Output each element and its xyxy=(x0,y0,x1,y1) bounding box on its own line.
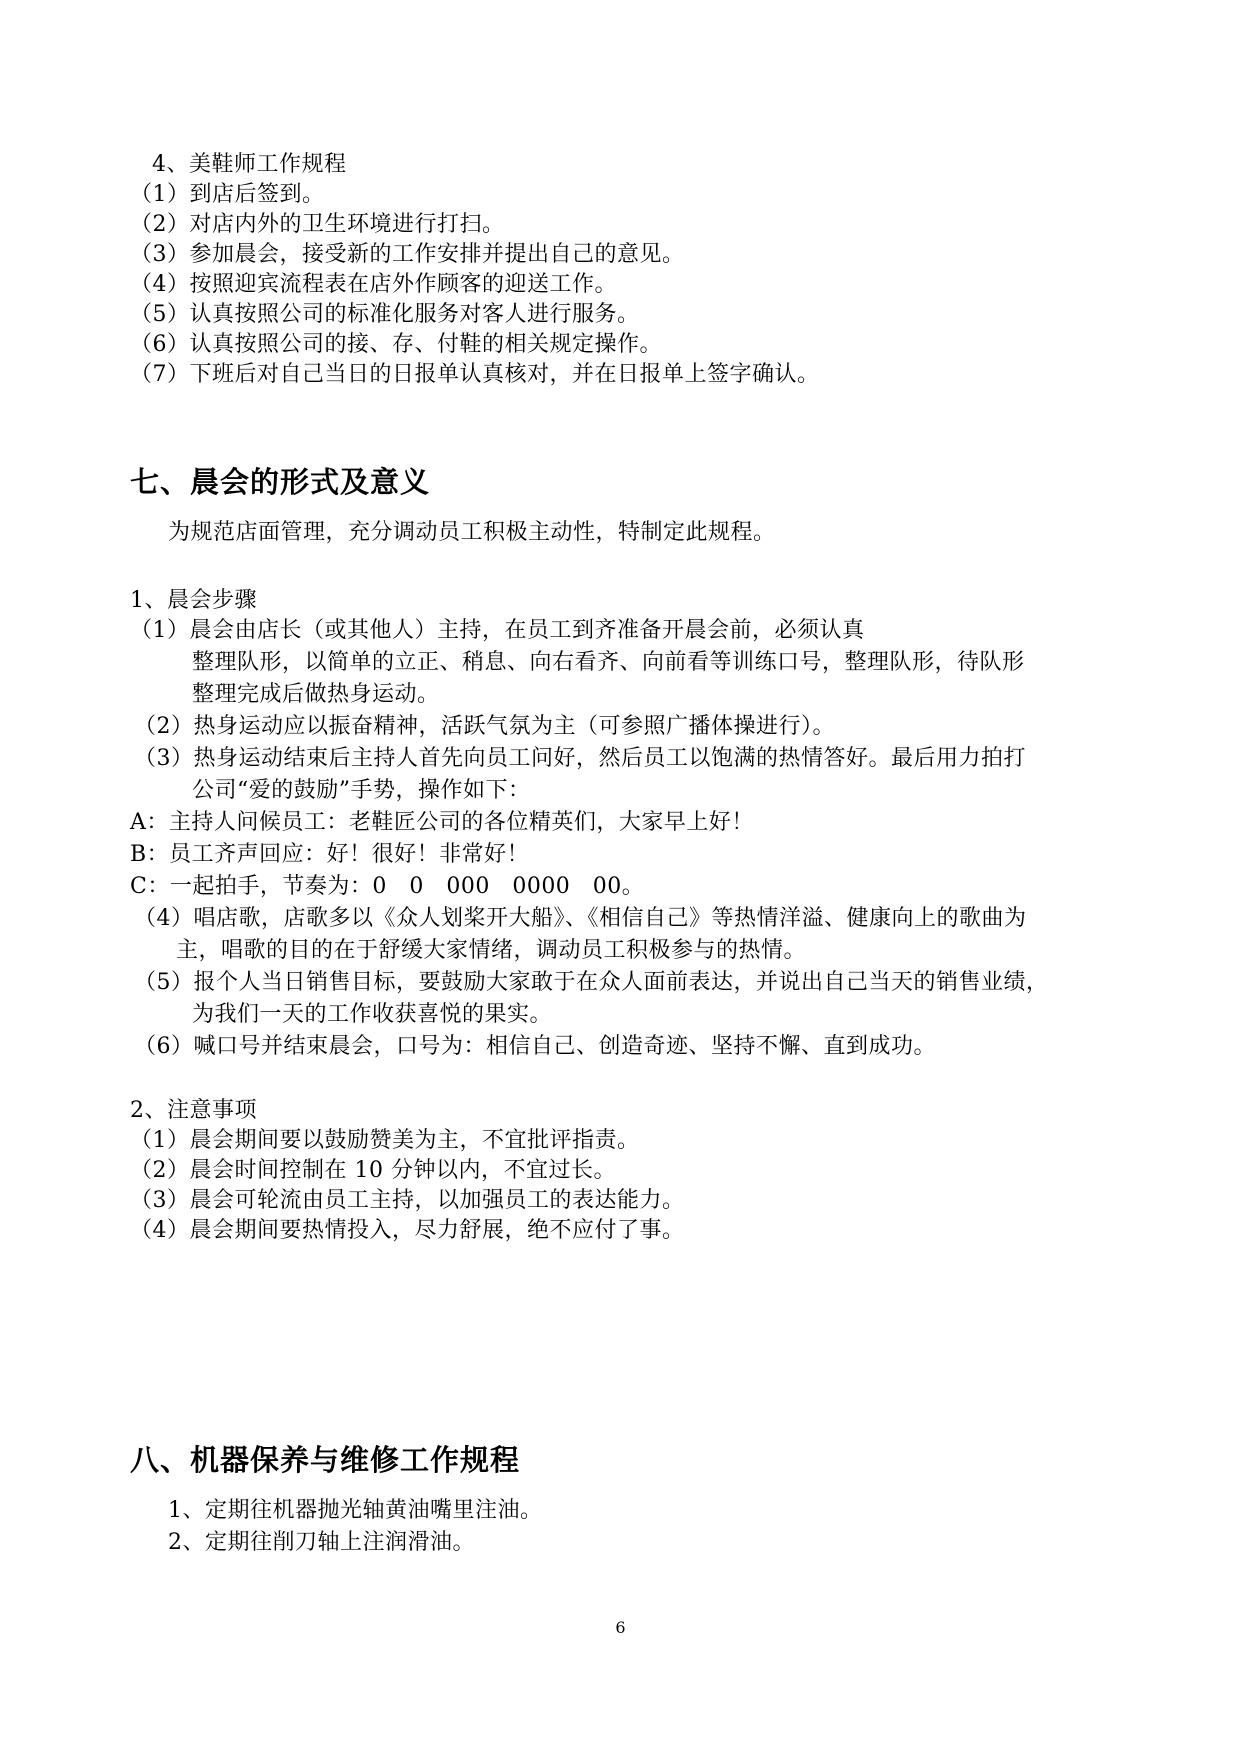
notes-title: 2、注意事项 xyxy=(130,1098,257,1123)
section-4-item-4: （4）按照迎宾流程表在店外作顾客的迎送工作。 xyxy=(130,272,617,297)
step-line-7: A：主持人问候员工：老鞋匠公司的各位精英们，大家早上好！ xyxy=(130,810,754,835)
section-4-item-6: （6）认真按照公司的接、存、付鞋的相关规定操作。 xyxy=(130,332,662,357)
chapter-8-item-1: 1、定期往机器抛光轴黄油嘴里注油。 xyxy=(168,1498,543,1523)
section-4-item-2: （2）对店内外的卫生环境进行打扫。 xyxy=(130,212,505,237)
page-number: 6 xyxy=(615,1618,626,1637)
section-4-item-3: （3）参加晨会，接受新的工作安排并提出自己的意见。 xyxy=(130,242,685,267)
section-4-item-1: （1）到店后签到。 xyxy=(130,182,325,207)
step-line-4: （2）热身运动应以振奋精神，活跃气氛为主（可参照广播体操进行）。 xyxy=(134,714,835,739)
chapter-7-intro: 为规范店面管理，充分调动员工积极主动性，特制定此规程。 xyxy=(168,520,776,545)
chapter-8-heading: 八、机器保养与维修工作规程 xyxy=(130,1443,521,1477)
chapter-8-item-2: 2、定期往削刀轴上注润滑油。 xyxy=(168,1530,475,1555)
note-2: （2）晨会时间控制在 10 分钟以内，不宜过长。 xyxy=(130,1158,616,1183)
step-line-6: 公司“爱的鼓励”手势，操作如下： xyxy=(192,778,531,803)
note-4: （4）晨会期间要热情投入，尽力舒展，绝不应付了事。 xyxy=(130,1218,685,1243)
step-line-10: （4）唱店歌，店歌多以《众人划桨开大船》、《相信自己》等热情洋溢、健康向上的歌曲为 xyxy=(134,906,1027,931)
step-line-11: 主，唱歌的目的在于舒缓大家情绪，调动员工积极参与的热情。 xyxy=(176,938,807,963)
step-line-13: 为我们一天的工作收获喜悦的果实。 xyxy=(192,1002,553,1027)
note-1: （1）晨会期间要以鼓励赞美为主，不宜批评指责。 xyxy=(130,1128,640,1153)
step-line-1: （1）晨会由店长（或其他人）主持，在员工到齐准备开晨会前，必须认真 xyxy=(130,618,865,643)
step-line-5: （3）热身运动结束后主持人首先向员工问好，然后员工以饱满的热情答好。最后用力拍打 xyxy=(134,746,1027,771)
step-line-2: 整理队形，以简单的立正、稍息、向右看齐、向前看等训练口号，整理队形，待队形 xyxy=(192,650,1025,675)
step-line-9: C：一起拍手，节奏为：0 0 000 0000 00。 xyxy=(130,874,645,899)
step-line-14: （6）喊口号并结束晨会，口号为：相信自己、创造奇迹、坚持不懈、直到成功。 xyxy=(134,1034,936,1059)
step-line-3: 整理完成后做热身运动。 xyxy=(192,682,440,707)
steps-title: 1、晨会步骤 xyxy=(130,588,257,613)
chapter-7-heading: 七、晨会的形式及意义 xyxy=(130,465,431,499)
section-4-item-5: （5）认真按照公司的标准化服务对客人进行服务。 xyxy=(130,302,640,327)
step-line-12: （5）报个人当日销售目标，要鼓励大家敢于在众人面前表达，并说出自己当天的销售业绩， xyxy=(134,970,1049,995)
note-3: （3）晨会可轮流由员工主持，以加强员工的表达能力。 xyxy=(130,1188,685,1213)
section-4-item-7: （7）下班后对自己当日的日报单认真核对，并在日报单上签字确认。 xyxy=(130,362,820,387)
step-line-8: B：员工齐声回应：好！很好！非常好！ xyxy=(130,842,530,867)
section-4-title: 4、美鞋师工作规程 xyxy=(152,152,347,177)
